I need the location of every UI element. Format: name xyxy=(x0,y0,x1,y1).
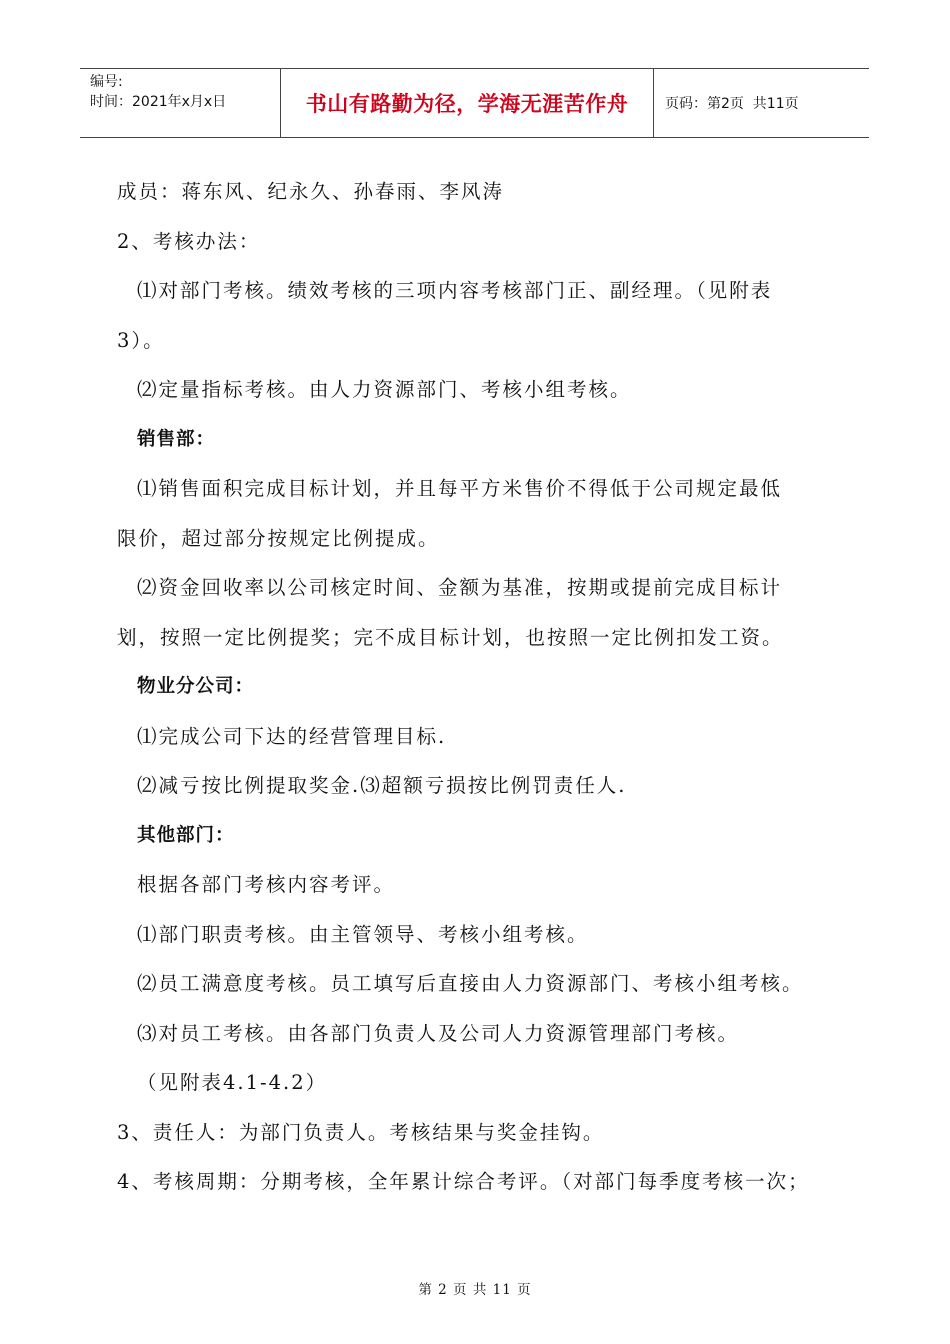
document-number-label: 编号: xyxy=(90,74,123,90)
page-header xyxy=(80,68,869,138)
subheading-sales: 销售部： xyxy=(137,428,216,450)
subheading-property: 物业分公司： xyxy=(137,676,255,697)
header-page-cell xyxy=(654,69,869,137)
page-footer: 第 2 页 共 11 页 xyxy=(418,1282,532,1298)
section-heading-cycle: 4、考核周期：分期考核，全年累计综合考评。（对部门每季度考核一次； xyxy=(117,1170,810,1193)
section-heading-responsible: 3、责任人：为部门负责人。考核结果与奖金挂钩。 xyxy=(117,1120,605,1144)
subheading-other-departments: 其他部门： xyxy=(137,824,235,846)
paragraph-item: ⑴销售面积完成目标计划，并且每平方米售价不得低于公司规定最低 xyxy=(137,477,783,500)
header-motto-cell xyxy=(281,69,654,137)
paragraph-item: （见附表4.1-4.2） xyxy=(137,1071,328,1094)
paragraph-item: ⑵减亏按比例提取奖金.⑶超额亏损按比例罚责任人. xyxy=(137,774,627,797)
document-date-label: 时间：2021年x月x日 xyxy=(90,94,227,110)
paragraph-continuation: 3）。 xyxy=(117,328,165,352)
paragraph-continuation: 划，按照一定比例提奖；完不成目标计划，也按照一定比例扣发工资。 xyxy=(117,625,784,649)
paragraph-item: ⑴对部门考核。绩效考核的三项内容考核部门正、副经理。（见附表 xyxy=(137,279,773,302)
paragraph-item: ⑴部门职责考核。由主管领导、考核小组考核。 xyxy=(137,922,589,946)
paragraph-item: ⑶对员工考核。由各部门负责人及公司人力资源管理部门考核。 xyxy=(137,1021,740,1045)
paragraph-item: ⑵员工满意度考核。员工填写后直接由人力资源部门、考核小组考核。 xyxy=(137,972,804,995)
paragraph-continuation: 限价，超过部分按规定比例提成。 xyxy=(117,526,440,550)
paragraph-item: ⑵定量指标考核。由人力资源部门、考核小组考核。 xyxy=(137,378,632,401)
section-heading-method: 2、考核办法： xyxy=(117,229,261,253)
document-body xyxy=(117,170,837,1210)
header-motto: 书山有路勤为径，学海无涯苦作舟 xyxy=(305,92,629,116)
header-meta-cell xyxy=(80,69,281,137)
header-page-number: 页码：第2页 共11页 xyxy=(665,96,799,112)
paragraph-item: 根据各部门考核内容考评。 xyxy=(137,873,396,896)
paragraph-item: ⑴完成公司下达的经营管理目标. xyxy=(137,724,447,748)
paragraph-item: ⑵资金回收率以公司核定时间、金额为基准，按期或提前完成目标计 xyxy=(137,576,783,599)
paragraph-members: 成员：蒋东风、纪永久、孙春雨、李风涛 xyxy=(117,180,505,203)
